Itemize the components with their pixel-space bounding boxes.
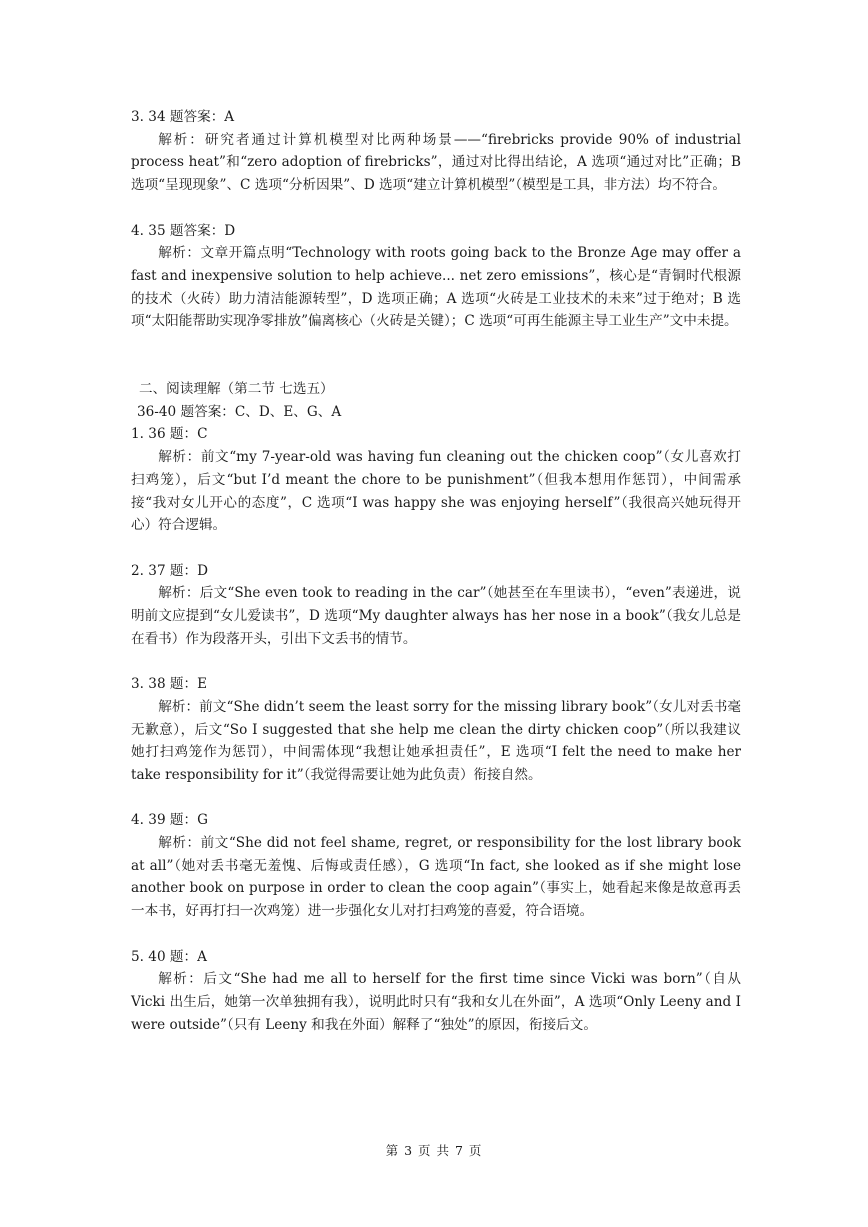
answer-heading: 3. 34 题答案：A <box>131 109 235 125</box>
answer-block-34 <box>131 106 741 197</box>
section-title: 二、阅读理解（第二节 七选五） <box>139 381 334 398</box>
page-content <box>131 106 741 1059</box>
answer-block-37 <box>131 560 741 651</box>
answer-block-39 <box>131 809 741 923</box>
answer-heading: 1. 36 题：C <box>131 426 208 443</box>
answer-analysis: 解析：研究者通过计算机模型对比两种场景——“firebricks provide 90% of industrial process heat”和“zero adoption of firebricks”，通过对比得出结论，A 选项“通过对比”正确；B 选项“呈现现象”、C 选项“分析因果”、D 选项“建立计算机模型”（模型是工具，非方法）均不符合。 <box>131 131 741 194</box>
page-number-footer: 第 3 页 共 7 页 <box>385 1143 483 1158</box>
answer-heading: 3. 38 题：E <box>131 676 208 693</box>
answer-heading: 4. 35 题答案：D <box>131 222 236 239</box>
section-header <box>131 378 741 423</box>
section-answers: 36-40 题答案：C、D、E、G、A <box>137 403 342 420</box>
answer-block-40 <box>131 946 741 1037</box>
answer-heading: 5. 40 题：A <box>131 948 207 965</box>
answer-block-36 <box>131 423 741 537</box>
answer-block-35 <box>131 220 741 334</box>
answer-analysis: 解析：后文“She even took to reading in the car”（她甚至在车里读书），“even”表递进，说明前文应提到“女儿爱读书”，D 选项“My daughter always has her nose in a book”（我女儿总是在看书）作为段落开头，引出下文丢书的情节。 <box>131 585 741 647</box>
answer-heading: 2. 37 题：D <box>131 562 208 579</box>
answer-analysis: 解析：前文“She didn’t seem the least sorry for the missing library book”（女儿对丢书毫无歉意），后文“So I suggested that she help me clean the dirty chicken coop”（所以我建议她打扫鸡笼作为惩罚），中间需体现“我想让她承担责任”，E 选项“I felt the need to make her take responsibility for it”（我觉得需要让她为此负责）衔接自然。 <box>131 698 741 783</box>
answer-analysis: 解析：前文“She did not feel shame, regret, or responsibility for the lost library book at all”（她对丢书毫无羞愧、后悔或责任感），G 选项“In fact, she looked as if she might lose another book on purpose in order to clean the coop again”（事实上，她看起来像是故意再丢一本书，好再打扫一次鸡笼）进一步强化女儿对打扫鸡笼的喜爱，符合语境。 <box>131 835 741 920</box>
answer-analysis: 解析：后文“She had me all to herself for the first time since Vicki was born”（自从 Vicki 出生后，她第一次单独拥有我），说明此时只有“我和女儿在外面”，A 选项“Only Leeny and I were outside”（只有 Leeny 和我在外面）解释了“独处”的原因，衔接后文。 <box>131 971 741 1033</box>
answer-heading: 4. 39 题：G <box>131 812 208 829</box>
answer-analysis: 解析：文章开篇点明“Technology with roots going back to the Bronze Age may offer a fast and inexpensive solution to help achieve... net zero emissions”，核心是“青铜时代根源的技术（火砖）助力清洁能源转型”，D 选项正确；A 选项“火砖是工业技术的未来”过于绝对；B 选项“太阳能帮助实现净零排放”偏离核心（火砖是关键）；C 选项“可再生能源主导工业生产”文中未提。 <box>131 245 741 330</box>
answer-block-38 <box>131 673 741 787</box>
answer-analysis: 解析：前文“my 7-year-old was having fun cleaning out the chicken coop”（女儿喜欢打扫鸡笼），后文“but I’d meant the chore to be punishment”（但我本想用作惩罚），中间需承接“我对女儿开心的态度”，C 选项“I was happy she was enjoying herself”（我很高兴她玩得开心）符合逻辑。 <box>131 449 741 534</box>
